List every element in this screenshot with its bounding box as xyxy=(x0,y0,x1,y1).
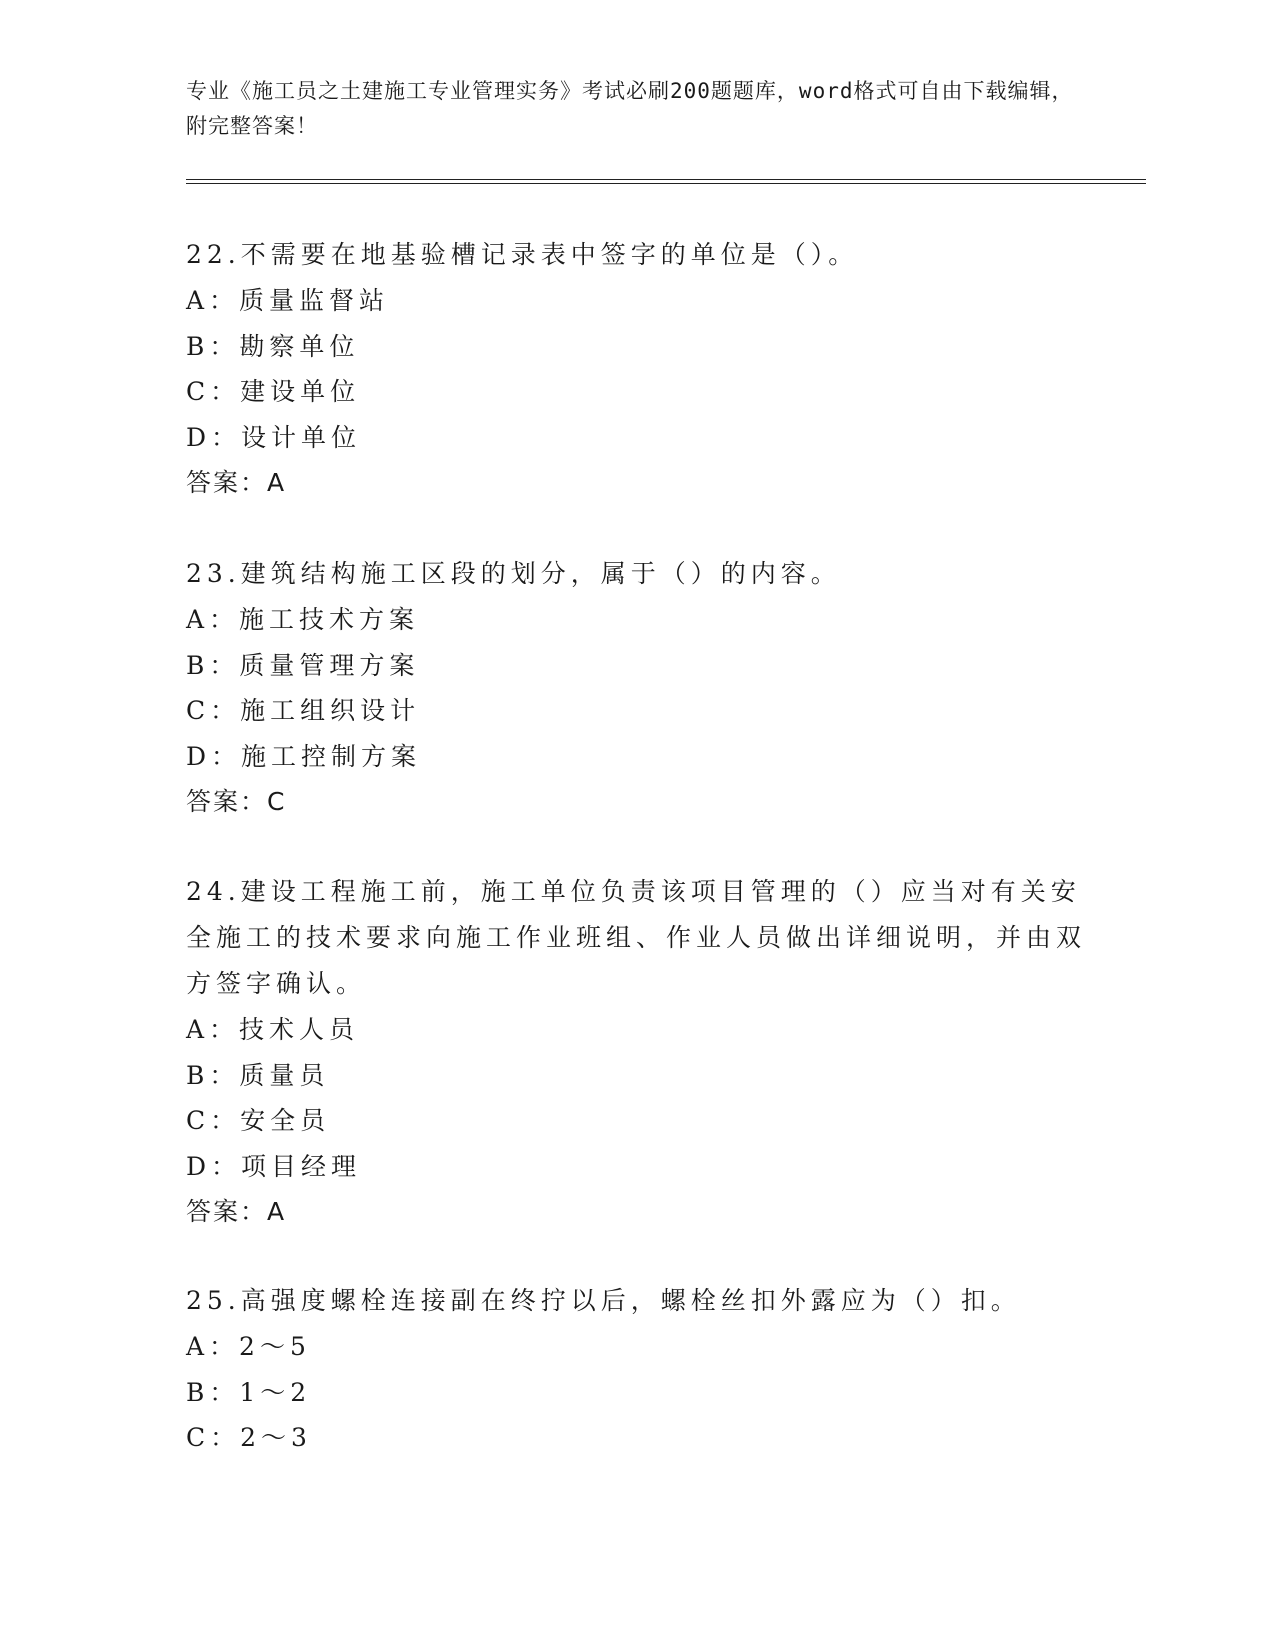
header-divider-top xyxy=(186,179,1146,180)
question-22 xyxy=(186,232,1086,505)
option-a: A：施工技术方案 xyxy=(186,605,420,634)
document-header: 专业《施工员之土建施工专业管理实务》考试必刷200题题库，word格式可自由下载编辑，附完整答案！ xyxy=(186,79,1074,138)
option-c: C：安全员 xyxy=(186,1106,331,1135)
option-d: D：施工控制方案 xyxy=(186,741,422,771)
answer: 答案：A xyxy=(186,468,287,497)
answer: 答案：A xyxy=(186,1197,287,1226)
question-24 xyxy=(186,869,1086,1234)
option-c: C：建设单位 xyxy=(186,377,361,406)
option-d: D：项目经理 xyxy=(186,1151,362,1181)
answer: 答案：C xyxy=(186,787,287,816)
option-a: A：技术人员 xyxy=(186,1015,360,1044)
question-stem: 25.高强度螺栓连接副在终拧以后，螺栓丝扣外露应为（）扣。 xyxy=(186,1286,1021,1315)
option-a: A：2～5 xyxy=(186,1332,311,1361)
option-b: B：质量员 xyxy=(186,1060,330,1090)
question-stem: 23.建筑结构施工区段的划分，属于（）的内容。 xyxy=(186,559,841,588)
option-b: B：1～2 xyxy=(186,1377,312,1407)
option-b: B：质量管理方案 xyxy=(186,650,420,680)
option-b: B：勘察单位 xyxy=(186,331,360,361)
question-stem: 22.不需要在地基验槽记录表中签字的单位是（）。 xyxy=(186,240,859,269)
question-23 xyxy=(186,551,1086,824)
option-a: A：质量监督站 xyxy=(186,286,390,315)
question-25 xyxy=(186,1278,1086,1461)
option-c: C：2～3 xyxy=(186,1423,312,1452)
header-divider-bottom xyxy=(186,183,1146,184)
option-d: D：设计单位 xyxy=(186,422,362,452)
option-c: C：施工组织设计 xyxy=(186,696,421,725)
question-stem: 24.建设工程施工前，施工单位负责该项目管理的（）应当对有关安全施工的技术要求向施工作业班组、作业人员做出详细说明，并由双方签字确认。 xyxy=(186,877,1087,998)
